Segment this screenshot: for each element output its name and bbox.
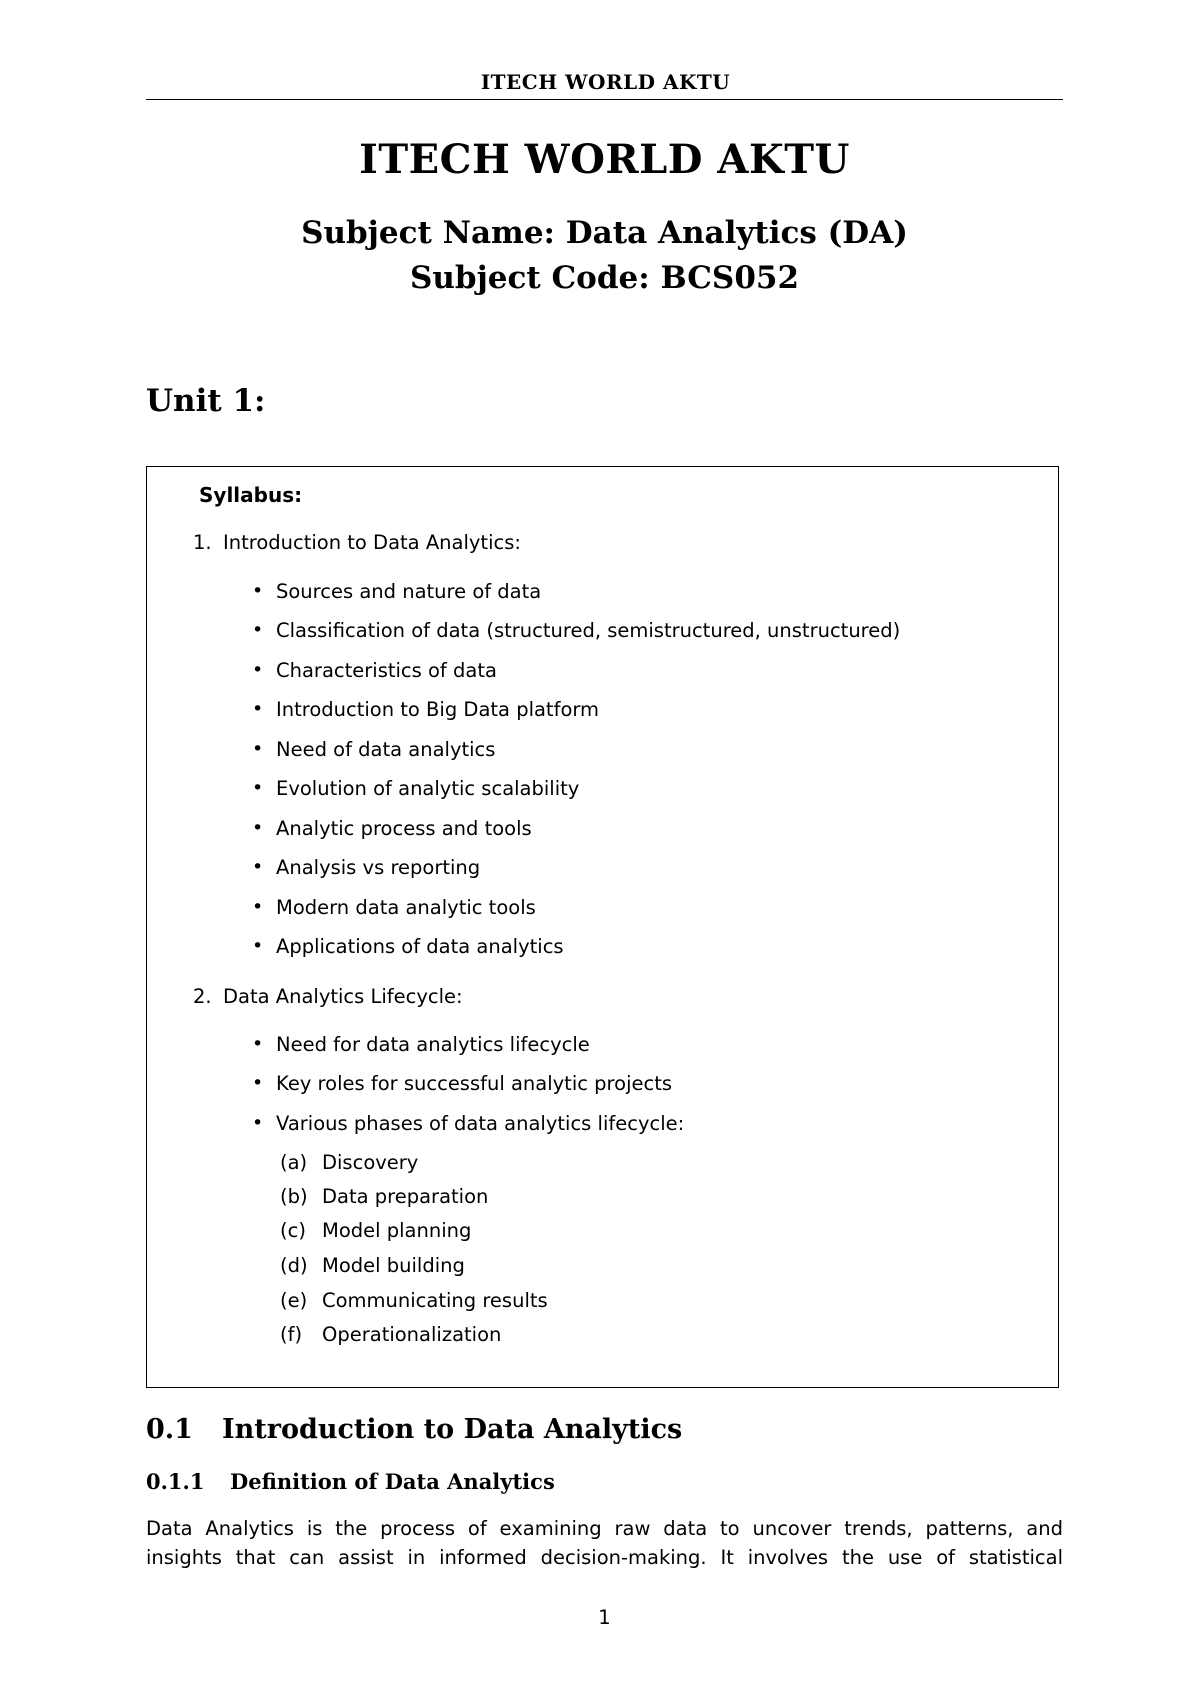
body-paragraph <box>146 1514 1063 1572</box>
list-item: • Analysis vs reporting <box>276 856 480 879</box>
list-item: • Need for data analytics lifecycle <box>276 1033 590 1056</box>
section-title: Data Analytics Lifecycle: <box>223 985 463 1008</box>
phase-letter: (b) <box>280 1185 308 1208</box>
phase-letter: (c) <box>280 1219 306 1242</box>
list-item: • Need of data analytics <box>276 738 495 761</box>
phase-text: Communicating results <box>322 1289 548 1312</box>
phase-text: Model building <box>322 1254 465 1277</box>
phase-letter: (e) <box>280 1289 308 1312</box>
syllabus-label: Syllabus: <box>199 483 303 507</box>
body-line: Data Analytics is the process of examining raw data to uncover trends, patterns, and <box>146 1517 1063 1540</box>
phase-text: Discovery <box>322 1151 419 1174</box>
syllabus-section-1 <box>193 531 521 554</box>
phase-item <box>280 1254 465 1277</box>
section-number: 0.1 <box>146 1414 193 1445</box>
list-item: • Key roles for successful analytic projects <box>276 1072 672 1095</box>
list-item: • Applications of data analytics <box>276 935 564 958</box>
section-title: Introduction to Data Analytics: <box>223 531 521 554</box>
syllabus-box <box>146 466 1059 1388</box>
syllabus-section-2 <box>193 985 463 1008</box>
phase-item <box>280 1151 418 1174</box>
phase-letter: (d) <box>280 1254 308 1277</box>
page-number: 1 <box>598 1606 611 1629</box>
list-item: • Modern data analytic tools <box>276 896 536 919</box>
phase-text: Model planning <box>322 1219 472 1242</box>
list-item: • Sources and nature of data <box>276 580 541 603</box>
phase-text: Operationalization <box>322 1323 502 1346</box>
list-item: • Evolution of analytic scalability <box>276 777 579 800</box>
running-header: ITECH WORLD AKTU <box>480 70 731 94</box>
phase-item <box>280 1323 501 1346</box>
subsection-heading <box>146 1469 555 1494</box>
section-number: 1. <box>193 531 212 554</box>
list-item: • Analytic process and tools <box>276 817 532 840</box>
unit-heading: Unit 1: <box>146 383 266 419</box>
phase-item <box>280 1219 471 1242</box>
phase-letter: (a) <box>280 1151 308 1174</box>
phase-text: Data preparation <box>322 1185 489 1208</box>
subsection-number: 0.1.1 <box>146 1469 205 1494</box>
phase-letter: (f) <box>280 1323 303 1346</box>
subject-code: Subject Code: BCS052 <box>409 260 800 296</box>
phase-item <box>280 1289 548 1312</box>
subsection-title: Definition of Data Analytics <box>230 1469 555 1494</box>
subject-name: Subject Name: Data Analytics (DA) <box>301 215 908 251</box>
list-item: • Introduction to Big Data platform <box>276 698 599 721</box>
list-item: • Characteristics of data <box>276 659 497 682</box>
section-number: 2. <box>193 985 212 1008</box>
section-heading <box>146 1414 682 1445</box>
section-title: Introduction to Data Analytics <box>222 1414 683 1445</box>
header-rule <box>146 99 1063 100</box>
document-title: ITECH WORLD AKTU <box>359 136 850 183</box>
phase-item <box>280 1185 488 1208</box>
body-line: insights that can assist in informed decision-making. It involves the use of statistical <box>146 1546 1063 1569</box>
list-item: • Various phases of data analytics lifecycle: <box>276 1112 684 1135</box>
list-item: • Classification of data (structured, semistructured, unstructured) <box>276 619 900 642</box>
